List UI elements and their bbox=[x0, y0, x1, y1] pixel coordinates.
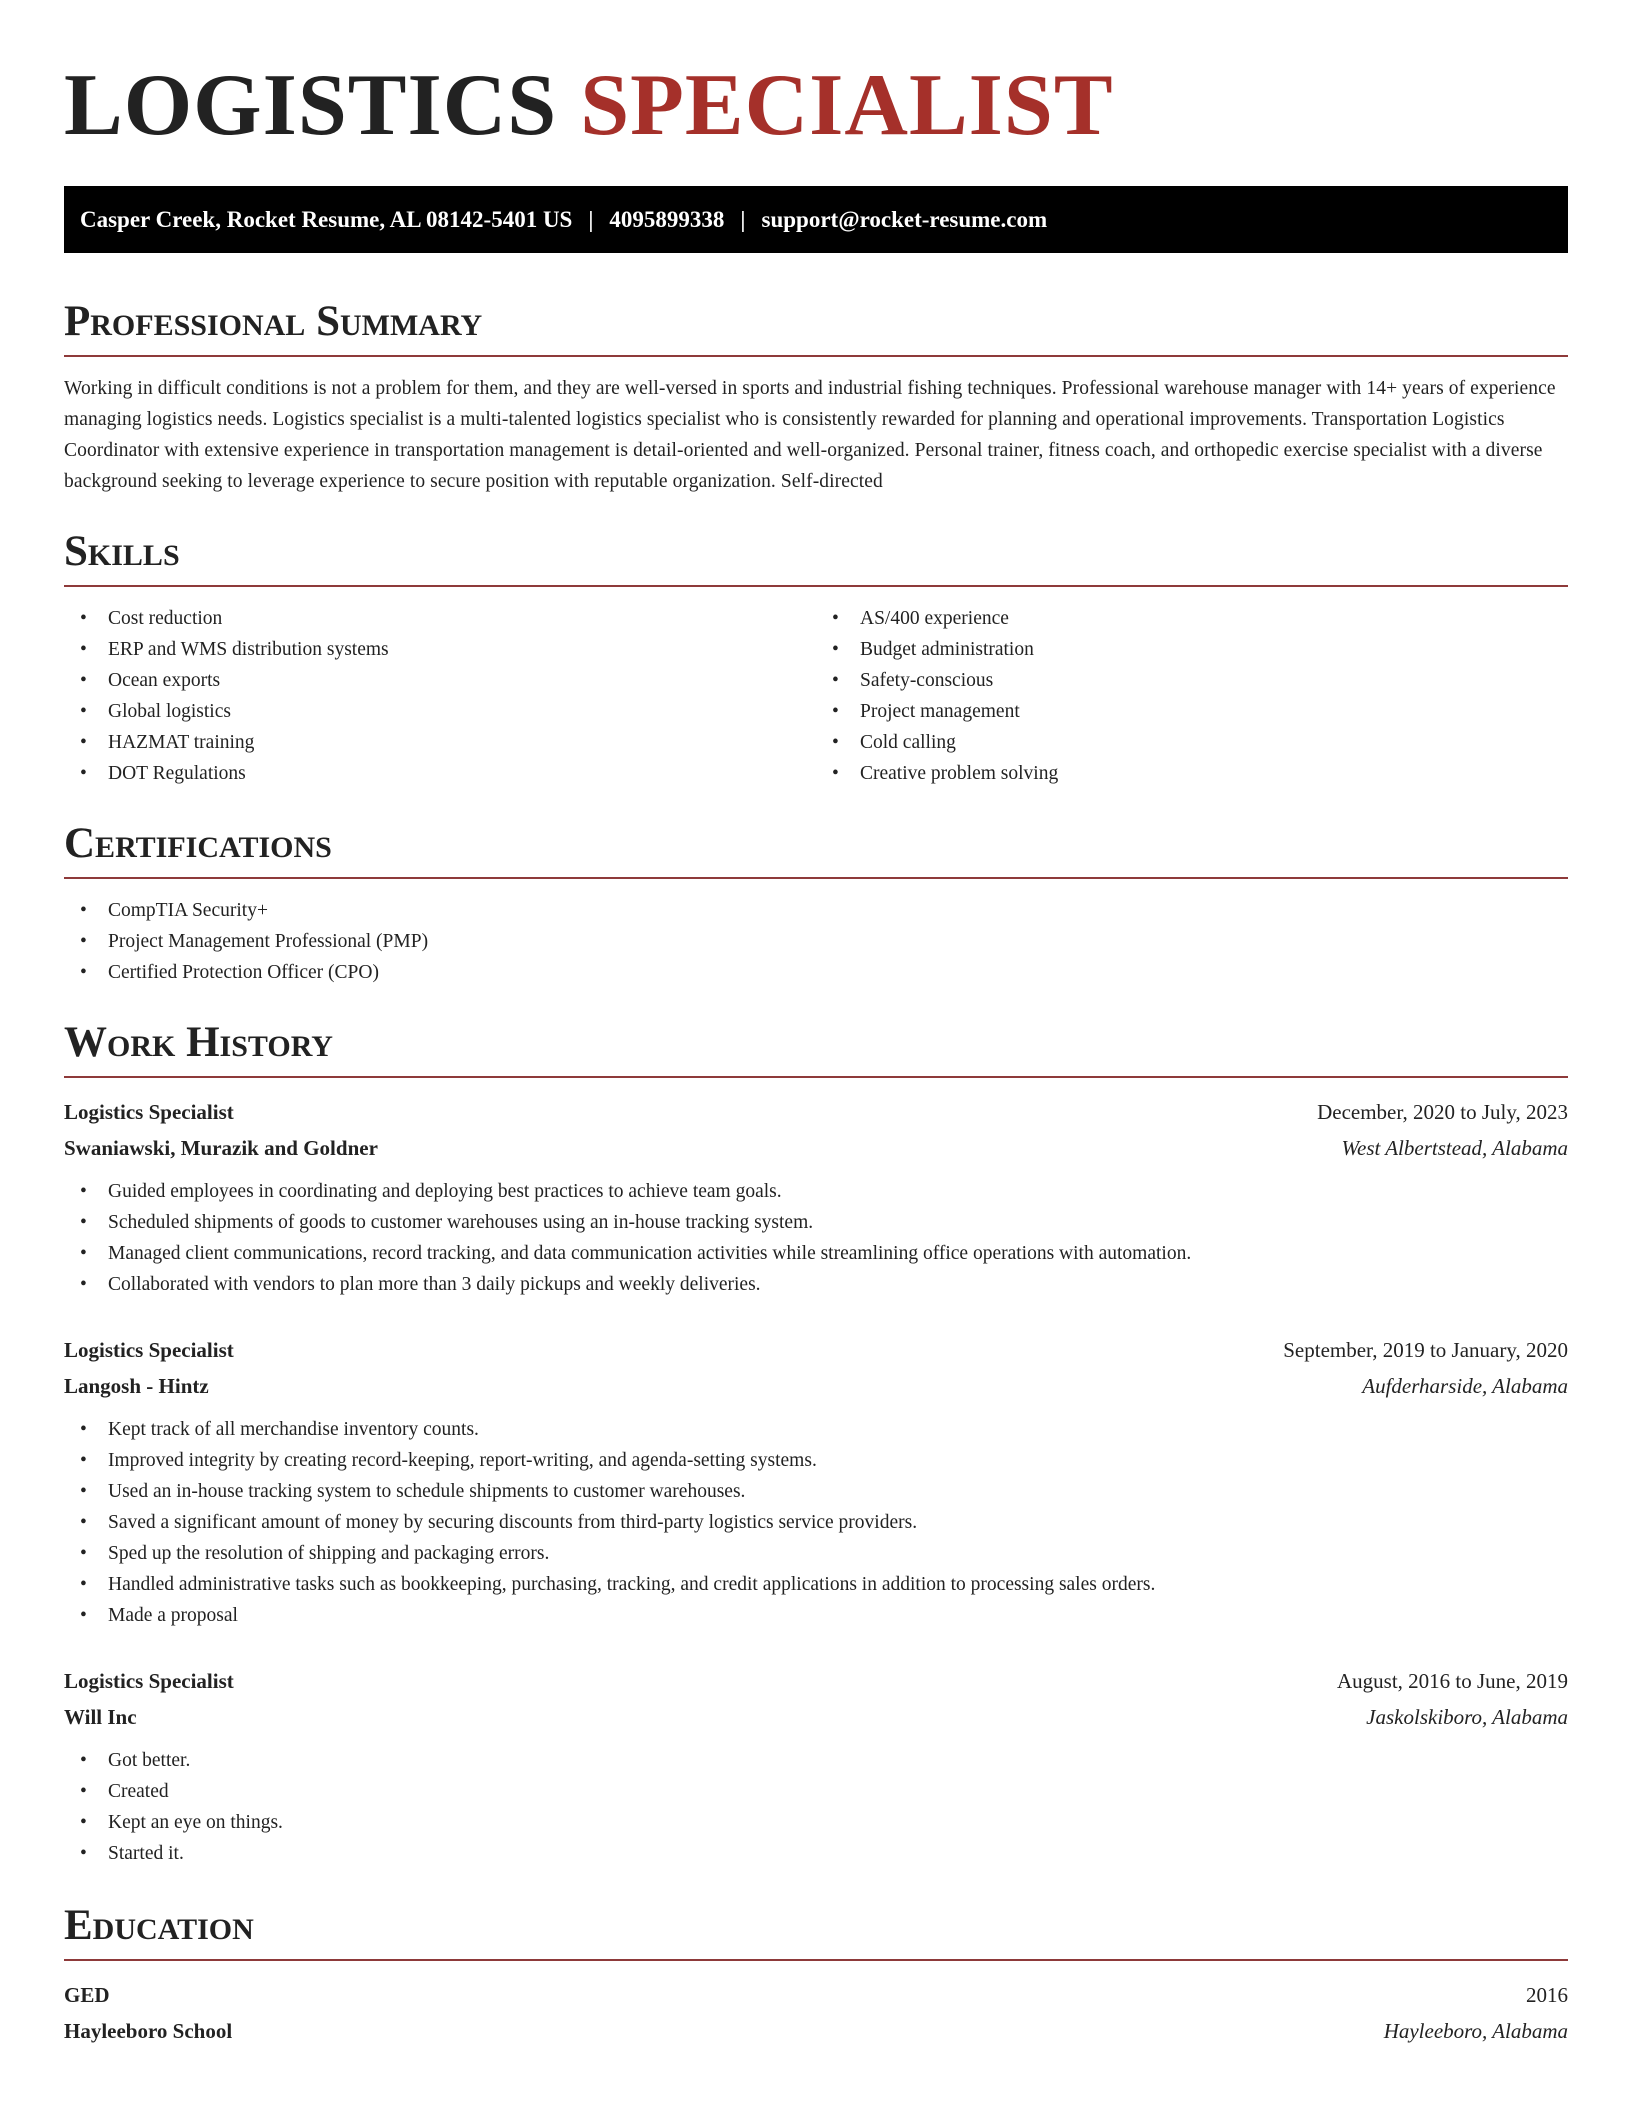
job-bullets bbox=[64, 1414, 1568, 1631]
skill-item: • Cost reduction bbox=[64, 603, 816, 634]
job-dates: August, 2016 to June, 2019 bbox=[1337, 1669, 1568, 1693]
job-header-row bbox=[64, 1332, 1568, 1368]
job-bullet: • Made a proposal bbox=[64, 1600, 1568, 1631]
certification-item: • Certified Protection Officer (CPO) bbox=[64, 957, 1568, 988]
skill-item: • AS/400 experience bbox=[816, 603, 1568, 634]
job-bullets bbox=[64, 1745, 1568, 1869]
certification-item: • CompTIA Security+ bbox=[64, 895, 1568, 926]
skill-item: • Cold calling bbox=[816, 727, 1568, 758]
job-bullet: • Scheduled shipments of goods to customer warehouses using an in-house tracking system. bbox=[64, 1207, 1568, 1238]
skill-item: • ERP and WMS distribution systems bbox=[64, 634, 816, 665]
skills-list-left bbox=[64, 603, 816, 789]
education-location: Hayleeboro, Alabama bbox=[1383, 2019, 1568, 2043]
education-section bbox=[64, 1899, 1568, 2049]
job-entry bbox=[64, 1332, 1568, 1631]
job-bullet: • Started it. bbox=[64, 1838, 1568, 1869]
skills-section bbox=[64, 525, 1568, 789]
job-company-row bbox=[64, 1699, 1568, 1735]
skill-item: • Project management bbox=[816, 696, 1568, 727]
education-title: Education bbox=[64, 1899, 1568, 1961]
work-title: Work History bbox=[64, 1016, 1568, 1078]
name-first: LOGISTICS bbox=[64, 57, 558, 154]
job-header-row bbox=[64, 1663, 1568, 1699]
certifications-list bbox=[64, 895, 1568, 988]
certifications-title: Certifications bbox=[64, 817, 1568, 879]
job-bullet: • Kept track of all merchandise inventory counts. bbox=[64, 1414, 1568, 1445]
contact-separator: | bbox=[588, 206, 594, 232]
job-location: West Albertstead, Alabama bbox=[1341, 1136, 1568, 1160]
education-year: 2016 bbox=[1526, 1983, 1568, 2007]
job-title: Logistics Specialist bbox=[64, 1669, 234, 1693]
work-section bbox=[64, 1016, 1568, 1869]
job-bullet: • Kept an eye on things. bbox=[64, 1807, 1568, 1838]
contact-address: Casper Creek, Rocket Resume, AL 08142-5401 US bbox=[80, 206, 573, 232]
job-bullet: • Managed client communications, record tracking, and data communication activities while streamlining office operations with automation. bbox=[64, 1238, 1568, 1269]
contact-separator: | bbox=[740, 206, 746, 232]
education-degree: GED bbox=[64, 1983, 110, 2007]
summary-title: Professional Summary bbox=[64, 295, 1568, 357]
summary-text: Working in difficult conditions is not a problem for them, and they are well-versed in sports and industrial fishing techniques. Professional warehouse manager with 14+ years of experience managing logistics needs. Logistics specialist is a multi-talented logistics specialist who is consistently rewarded for planning and operational improvements. Transportation Logistics Coordinator with extensive experience in transportation management is detail-oriented and well-organized. Personal trainer, fitness coach, and orthopedic exercise specialist with a diverse background seeking to leverage experience to secure position with reputable organization. Self-directed bbox=[64, 378, 1556, 492]
work-jobs bbox=[64, 1094, 1568, 1869]
job-header-row bbox=[64, 1094, 1568, 1130]
job-location: Aufderharside, Alabama bbox=[1362, 1374, 1568, 1398]
education-entry bbox=[64, 1977, 1568, 2049]
job-company: Will Inc bbox=[64, 1705, 137, 1729]
skills-columns bbox=[64, 587, 1568, 789]
job-bullet: • Used an in-house tracking system to schedule shipments to customer warehouses. bbox=[64, 1476, 1568, 1507]
name-last: SPECIALIST bbox=[580, 57, 1114, 154]
education-row bbox=[64, 1977, 1568, 2013]
job-bullet: • Improved integrity by creating record-keeping, report-writing, and agenda-setting systems. bbox=[64, 1445, 1568, 1476]
skill-item: • Creative problem solving bbox=[816, 758, 1568, 789]
skill-item: • Global logistics bbox=[64, 696, 816, 727]
certification-item: • Project Management Professional (PMP) bbox=[64, 926, 1568, 957]
job-dates: December, 2020 to July, 2023 bbox=[1317, 1100, 1568, 1124]
job-company-row bbox=[64, 1130, 1568, 1166]
summary-section bbox=[64, 295, 1568, 497]
skill-item: • DOT Regulations bbox=[64, 758, 816, 789]
skill-item: • HAZMAT training bbox=[64, 727, 816, 758]
job-company-row bbox=[64, 1368, 1568, 1404]
job-entry bbox=[64, 1663, 1568, 1869]
job-bullet: • Handled administrative tasks such as bookkeeping, purchasing, tracking, and credit applications in addition to processing sales orders. bbox=[64, 1569, 1568, 1600]
job-bullet: • Got better. bbox=[64, 1745, 1568, 1776]
job-title: Logistics Specialist bbox=[64, 1338, 234, 1362]
job-location: Jaskolskiboro, Alabama bbox=[1366, 1705, 1568, 1729]
job-bullet: • Created bbox=[64, 1776, 1568, 1807]
resume-name bbox=[64, 56, 1568, 156]
skill-item: • Ocean exports bbox=[64, 665, 816, 696]
contact-phone: 4095899338 bbox=[609, 206, 725, 232]
job-dates: September, 2019 to January, 2020 bbox=[1283, 1338, 1568, 1362]
job-entry bbox=[64, 1094, 1568, 1300]
certifications-section bbox=[64, 817, 1568, 988]
contact-bar bbox=[64, 186, 1568, 253]
job-bullet: • Saved a significant amount of money by securing discounts from third-party logistics service providers. bbox=[64, 1507, 1568, 1538]
skill-item: • Safety-conscious bbox=[816, 665, 1568, 696]
job-bullet: • Guided employees in coordinating and deploying best practices to achieve team goals. bbox=[64, 1176, 1568, 1207]
education-school: Hayleeboro School bbox=[64, 2019, 233, 2043]
education-row bbox=[64, 2013, 1568, 2049]
job-company: Swaniawski, Murazik and Goldner bbox=[64, 1136, 378, 1160]
contact-email: support@rocket-resume.com bbox=[761, 206, 1048, 232]
job-bullet: • Collaborated with vendors to plan more than 3 daily pickups and weekly deliveries. bbox=[64, 1269, 1568, 1300]
skills-title: Skills bbox=[64, 525, 1568, 587]
job-title: Logistics Specialist bbox=[64, 1100, 234, 1124]
skill-item: • Budget administration bbox=[816, 634, 1568, 665]
job-bullets bbox=[64, 1176, 1568, 1300]
job-bullet: • Sped up the resolution of shipping and packaging errors. bbox=[64, 1538, 1568, 1569]
skills-list-right bbox=[816, 603, 1568, 789]
job-company: Langosh - Hintz bbox=[64, 1374, 209, 1398]
